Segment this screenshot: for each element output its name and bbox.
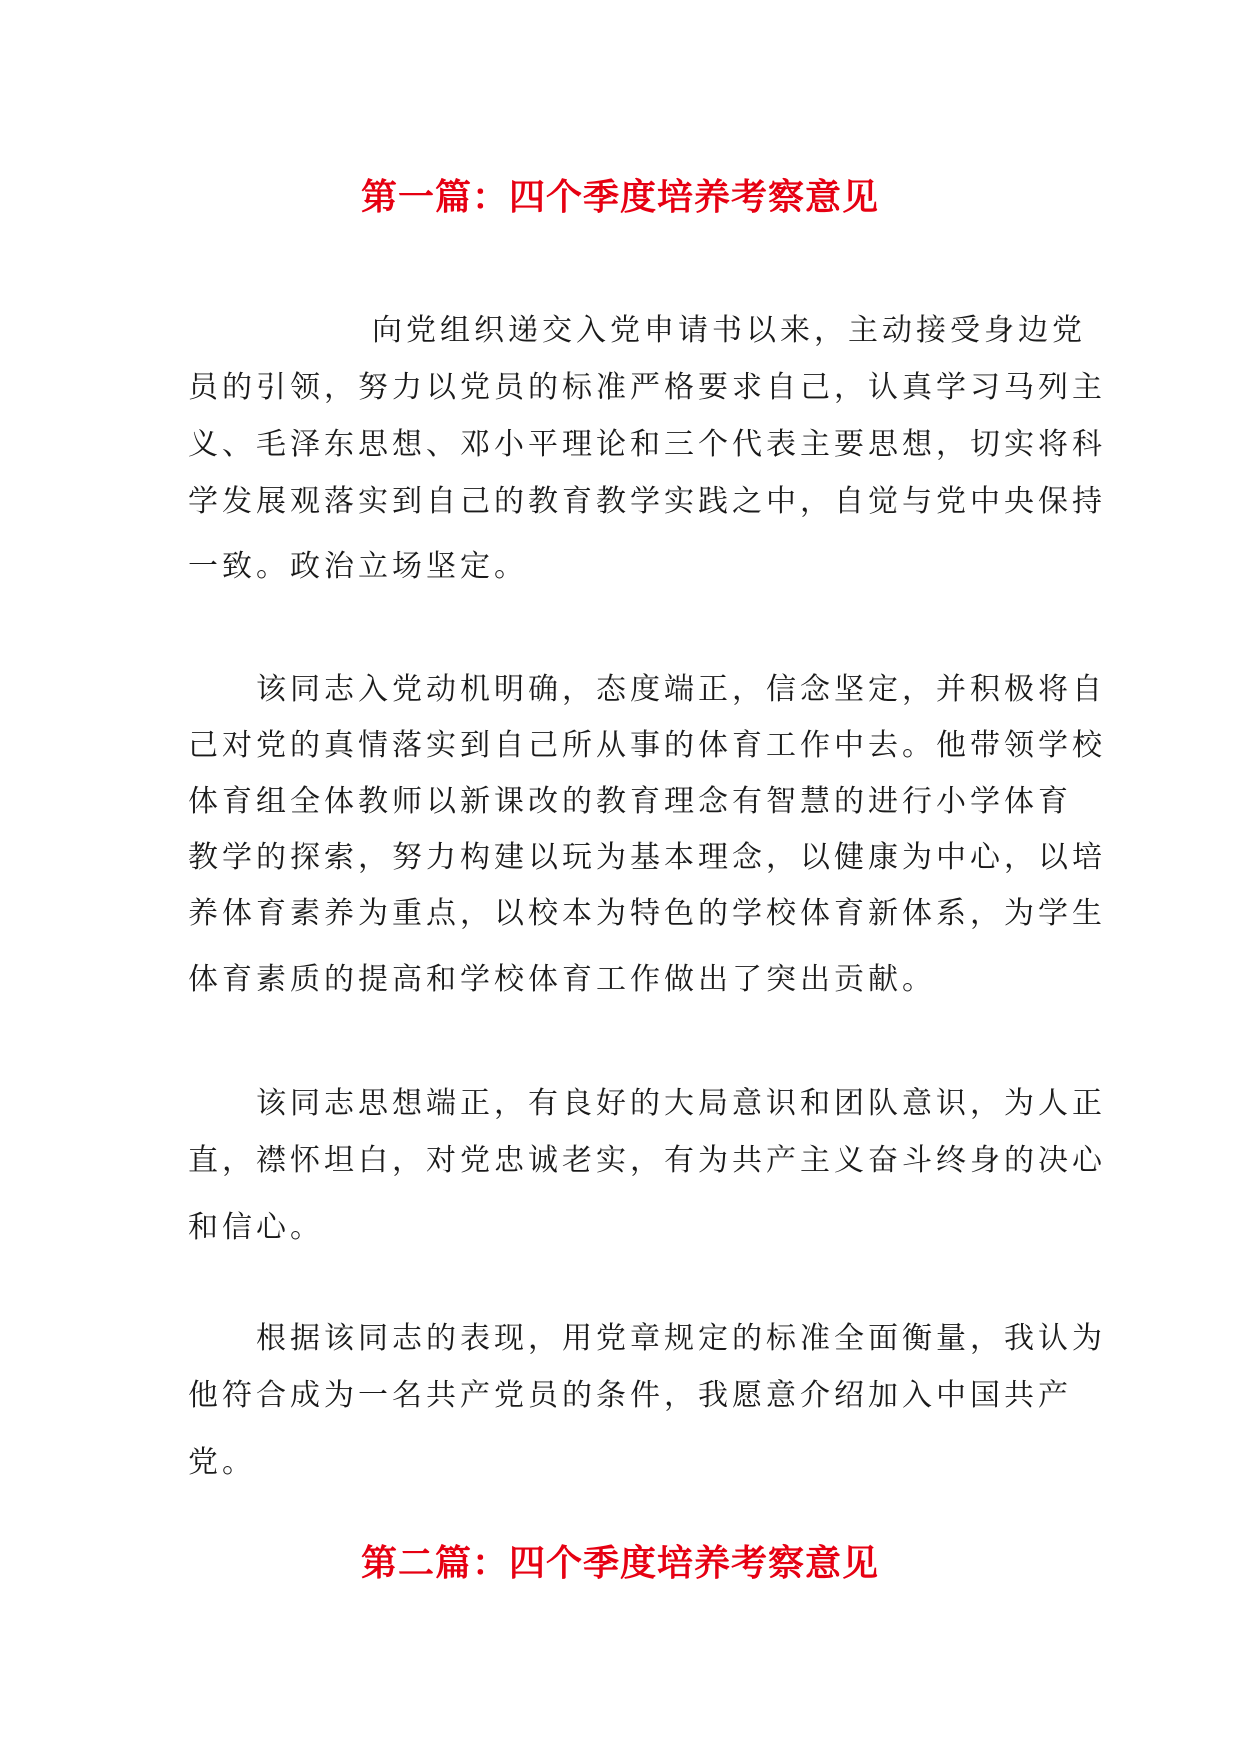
paragraph-line: 该同志思想端正，有良好的大局意识和团队意识，为人正 <box>256 1086 1106 1121</box>
paragraph-line: 体育素质的提高和学校体育工作做出了突出贡献。 <box>188 962 936 997</box>
section-1-paragraph-4 <box>188 1310 1106 1491</box>
section-1-paragraph-1 <box>188 302 1106 595</box>
paragraph-line: 养体育素养为重点，以校本为特色的学校体育新体系，为学生 <box>188 896 1106 931</box>
paragraph-line: 和信心。 <box>188 1210 324 1245</box>
paragraph-line: 己对党的真情落实到自己所从事的体育工作中去。他带领学校 <box>188 728 1106 763</box>
paragraph-line: 一致。政治立场坚定。 <box>188 549 528 584</box>
paragraph-line: 教学的探索，努力构建以玩为基本理念，以健康为中心，以培 <box>188 840 1106 875</box>
paragraph-line: 义、毛泽东思想、邓小平理论和三个代表主要思想，切实将科 <box>188 427 1106 462</box>
paragraph-line: 体育组全体教师以新课改的教育理念有智慧的进行小学体育 <box>188 784 1072 819</box>
paragraph-line: 员的引领，努力以党员的标准严格要求自己，认真学习马列主 <box>188 370 1106 405</box>
paragraph-line: 直，襟怀坦白，对党忠诚老实，有为共产主义奋斗终身的决心 <box>188 1143 1106 1178</box>
section-1-paragraph-2 <box>188 662 1106 1008</box>
paragraph-line: 根据该同志的表现，用党章规定的标准全面衡量，我认为 <box>256 1321 1106 1356</box>
paragraph-line: 他符合成为一名共产党员的条件，我愿意介绍加入中国共产 <box>188 1378 1072 1413</box>
paragraph-line: 学发展观落实到自己的教育教学实践之中，自觉与党中央保持 <box>188 484 1106 519</box>
paragraph-line: 该同志入党动机明确，态度端正，信念坚定，并积极将自 <box>256 672 1106 707</box>
section-1-paragraph-3 <box>188 1075 1106 1256</box>
section-1-heading: 第一篇：四个季度培养考察意见 <box>360 177 879 218</box>
section-2-heading: 第二篇：四个季度培养考察意见 <box>360 1543 879 1584</box>
paragraph-line: 党。 <box>188 1445 256 1480</box>
paragraph-line: 向党组织递交入党申请书以来，主动接受身边党 <box>372 313 1086 348</box>
